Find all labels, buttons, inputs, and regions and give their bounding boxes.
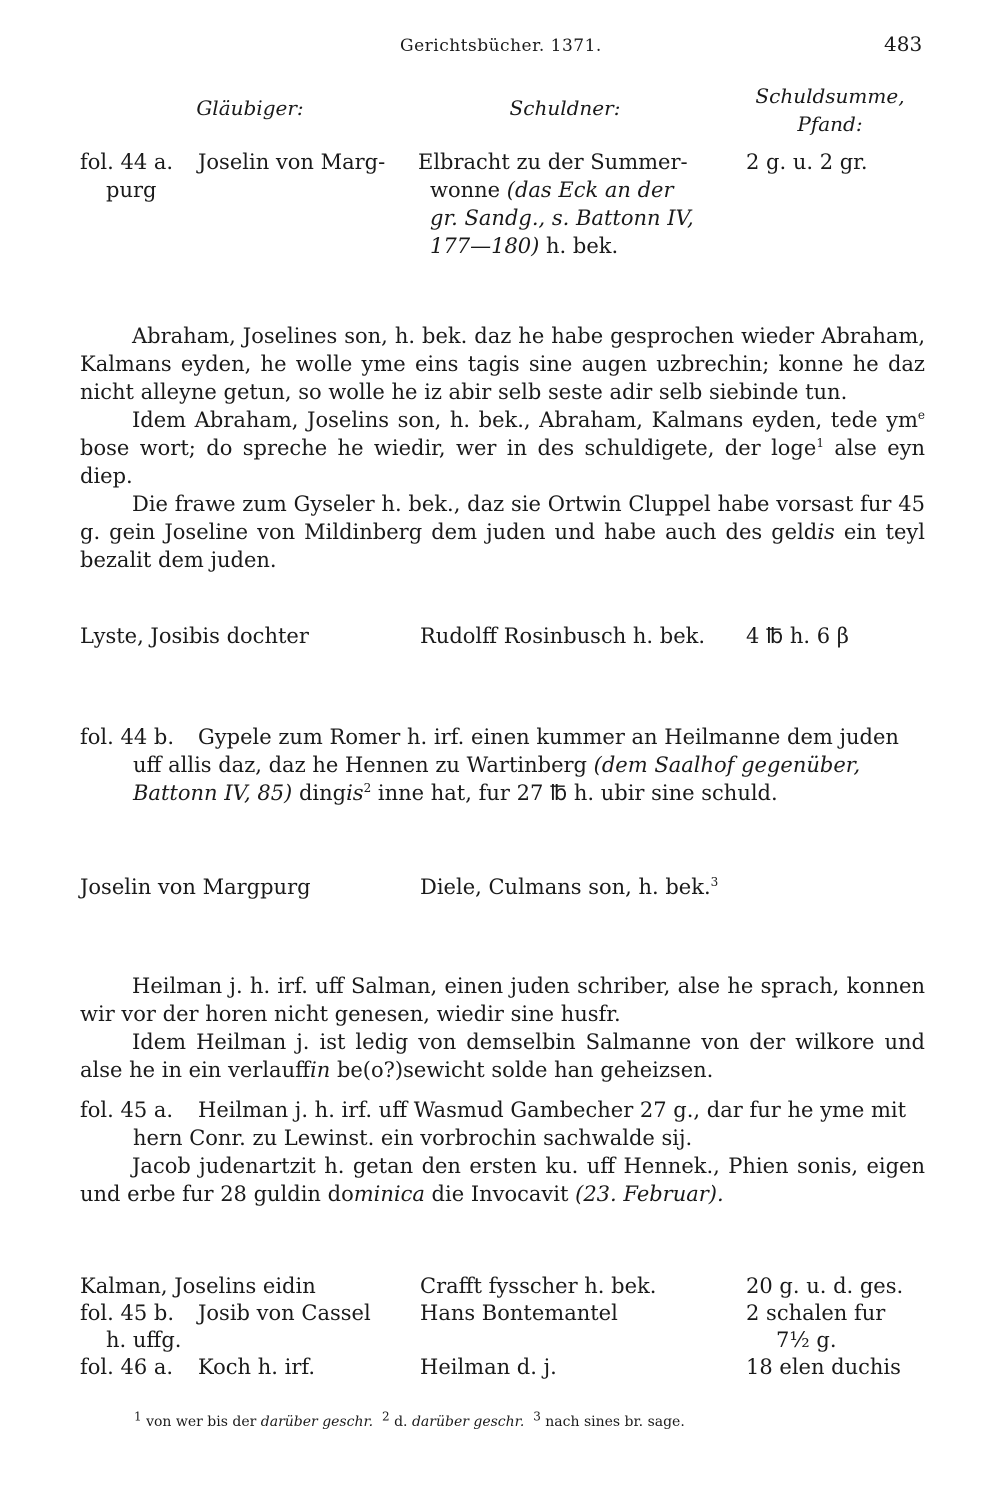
block2-line3-italic2: is <box>346 781 364 805</box>
block1-paragraph1: Abraham, Joselines son, h. bek. daz he habe gesprochen wieder Abraham, Kalmans eyden, he wolle yme eins tagis sine augen uzbrechin; konne he daz nicht alleyne getun, so wolle he iz abir selb seste adir selb siebinde tun. <box>80 324 925 404</box>
running-title: Gerichtsbücher. 1371. <box>400 36 602 56</box>
block1-p3-text: Die frawe zum Gyseler h. bek., daz sie Ortwin Cluppel habe vorsast fur 45 g. gein Joseline von Mildinberg dem juden und habe auch des geld <box>80 492 925 544</box>
entry2-debtor: Rudolff Rosinbusch h. bek. <box>420 624 706 648</box>
table-r2-amount-line2: 7½ g. <box>776 1328 837 1352</box>
table-r2-debtor: Hans Bontemantel <box>420 1301 618 1325</box>
block3-p2-italic: in <box>310 1058 331 1082</box>
footnotes <box>134 1408 685 1436</box>
block1-p3-text2: ein teyl bezalit dem juden. <box>80 520 925 572</box>
block3-fol: fol. 45 a. <box>80 1098 174 1122</box>
table-r1-amount: 20 g. u. d. ges. <box>746 1274 904 1298</box>
table-r3-debtor: Heilman d. j. <box>420 1355 557 1379</box>
block1-p2-superscript: e <box>917 408 925 422</box>
block3-p3-line2: hern Conr. zu Lewinst. ein vorbrochin sachwalde sij. <box>133 1126 693 1150</box>
block1-p3-italic: is <box>817 520 835 544</box>
entry1-debtor-line2-italic: (das Eck an der <box>506 178 674 202</box>
block3-p4-text: Jacob judenartzit h. getan den ersten ku. uff Hennek., Phien sonis, eigen und erbe fur 28 guldin do <box>80 1154 925 1206</box>
page-number: 483 <box>884 32 923 56</box>
block3-p4-text2: die Invocavit <box>424 1182 576 1206</box>
column-heading-amount-line1: Schuldsumme, <box>755 84 905 108</box>
footnote-1-text: von wer bis der <box>146 1414 261 1430</box>
block2-line3-italic: Battonn IV, 85) <box>133 781 293 805</box>
block3-paragraph1: Heilman j. h. irf. uff Salman, einen juden schriber, alse he sprach, konnen wir vor der horen nicht genesen, wiedir sine husfr. <box>80 974 925 1026</box>
block3-p2-text2: be(o?)sewicht solde han geheizsen. <box>330 1058 714 1082</box>
footnote-ref-2: 2 <box>363 781 372 795</box>
entry1-debtor-line2-text: wonne <box>430 178 507 202</box>
entry3-creditor: Joselin von Margpurg <box>80 875 311 899</box>
table-r2-creditor-line2: h. uffg. <box>106 1328 182 1352</box>
entry3-debtor <box>420 873 718 901</box>
entry2-amount: 4 ℔ h. 6 β <box>746 624 849 648</box>
block2-line2-text: uff allis daz, daz he Hennen zu Wartinberg <box>133 753 594 777</box>
footnote-ref-1: 1 <box>816 436 824 450</box>
footnote-2-mark: 2 <box>382 1409 390 1424</box>
column-heading-amount-line2: Pfand: <box>797 112 863 136</box>
block2-line3-text2: inne hat, fur 27 ℔ h. ubir sine schuld. <box>371 781 778 805</box>
footnote-ref-3: 3 <box>710 875 719 889</box>
block1-paragraph3 <box>80 490 925 574</box>
block2-line3-text: ding <box>292 781 347 805</box>
block3-paragraph4 <box>80 1152 925 1208</box>
entry1-fol: fol. 44 a. <box>80 150 174 174</box>
block3-p4-italic: minica <box>353 1182 425 1206</box>
table-r2-fol: fol. 45 b. <box>80 1301 174 1325</box>
footnote-1-mark: 1 <box>134 1409 142 1424</box>
block2-line2-italic: (dem Saalhof gegenüber, <box>593 753 861 777</box>
footnote-1-italic: darüber geschr. <box>260 1414 374 1430</box>
column-heading-creditor: Gläubiger: <box>196 96 304 120</box>
block1-p2-text3: alse eyn diep. <box>80 436 926 488</box>
entry1-debtor-line4-italic: 177—180) <box>430 234 540 258</box>
table-r3-creditor: Koch h. irf. <box>198 1355 316 1379</box>
block3 <box>80 972 925 1084</box>
block1 <box>80 322 925 574</box>
entry1-debtor-line4-text: h. bek. <box>539 234 619 258</box>
entry1-creditor-line1: Joselin von Marg- <box>198 150 386 174</box>
block3-paragraph2 <box>80 1028 925 1084</box>
entry1-creditor-line2: purg <box>106 178 157 202</box>
block1-p2-text: Idem Abraham, Joselins son, h. bek., Abraham, Kalmans eyden, tede ym <box>132 408 918 432</box>
block3-p3-line1: Heilman j. h. irf. uff Wasmud Gambecher 27 g., dar fur he yme mit <box>198 1098 907 1122</box>
entry1-debtor-line2 <box>430 176 674 204</box>
column-heading-debtor: Schuldner: <box>509 96 621 120</box>
entry1-debtor-line1: Elbracht zu der Summer- <box>418 150 688 174</box>
entry1-amount: 2 g. u. 2 gr. <box>746 150 868 174</box>
entry1-debtor-line4 <box>430 232 618 260</box>
block2-fol: fol. 44 b. <box>80 725 174 749</box>
block3-p2-text: Idem Heilman j. ist ledig von demselbin Salmanne von der wilkore und alse he in ein verlauff <box>80 1030 925 1082</box>
entry3-debtor-text: Diele, Culmans son, h. bek. <box>420 875 711 899</box>
block2-line2 <box>133 751 860 779</box>
table-r3-amount: 18 elen duchis <box>746 1355 901 1379</box>
footnote-3-mark: 3 <box>533 1409 541 1424</box>
block3-p4-date: (23. Februar). <box>575 1182 724 1206</box>
footnote-2-italic: darüber geschr. <box>411 1414 525 1430</box>
footnote-2-text: d. <box>394 1414 412 1430</box>
table-r2-amount: 2 schalen fur <box>746 1301 886 1325</box>
block1-p2-text2: bose wort; do spreche he wiedir, wer in des schuldigete, der loge <box>80 436 817 460</box>
block3-tail <box>80 1152 925 1208</box>
entry1-debtor-line3: gr. Sandg., s. Battonn IV, <box>430 206 694 230</box>
block1-paragraph2 <box>80 406 925 490</box>
footnote-3-text: nach sines br. sage. <box>545 1414 685 1430</box>
table-r1-creditor: Kalman, Joselins eidin <box>80 1274 316 1298</box>
table-r3-fol: fol. 46 a. <box>80 1355 174 1379</box>
block2-line1: Gypele zum Romer h. irf. einen kummer an Heilmanne dem juden <box>198 725 899 749</box>
column-heading-amount <box>740 82 920 138</box>
block2-line3 <box>133 779 778 807</box>
table-r1-debtor: Crafft fysscher h. bek. <box>420 1274 657 1298</box>
table-r2-creditor: Josib von Cassel <box>198 1301 371 1325</box>
entry2-creditor: Lyste, Josibis dochter <box>80 624 309 648</box>
